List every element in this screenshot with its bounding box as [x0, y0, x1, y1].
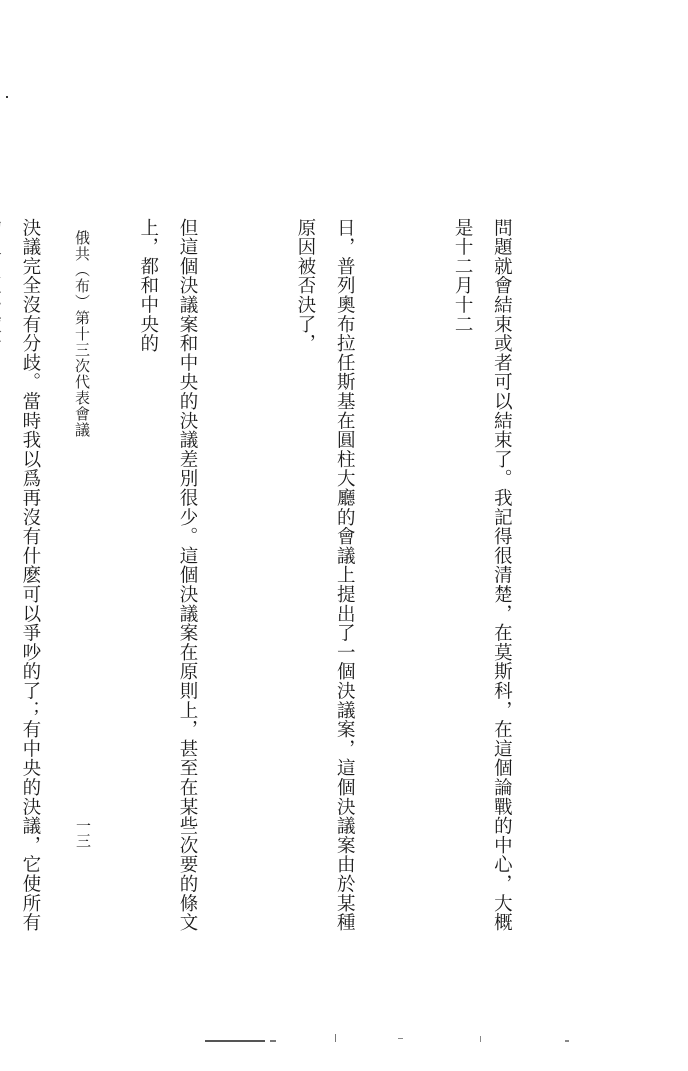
text-column: 決議完全沒有分歧。當時我以爲再沒有什麽可以爭吵的了；有中央的決議，它使所有 — [19, 218, 41, 933]
text-column: 日，普列奧布拉任斯基在圓柱大廳的會議上提出了一個決議案，這個決議案由於某種原因被否決了， — [294, 218, 356, 933]
scan-artifact — [398, 1038, 403, 1039]
scan-artifact — [205, 1040, 265, 1042]
scan-speck — [6, 96, 8, 98]
scan-artifact — [480, 1036, 481, 1042]
scan-artifact — [335, 1034, 336, 1042]
text-column: 問題就會結束或者可以結束了。我記得很清楚，在莫斯科，在這個論戰的中心，大概是十二月十二 — [452, 218, 513, 933]
running-head: 俄共（布）第十三次代表會議 — [73, 230, 91, 438]
text-column: 但這個決議案和中央的決議差別很少。這個決議案在原則上，甚至在某些次要的條文上，都和中央的 — [137, 218, 199, 933]
page-number: 一三 — [74, 818, 92, 848]
scan-artifact — [270, 1040, 276, 1042]
scan-artifact — [565, 1040, 569, 1042]
